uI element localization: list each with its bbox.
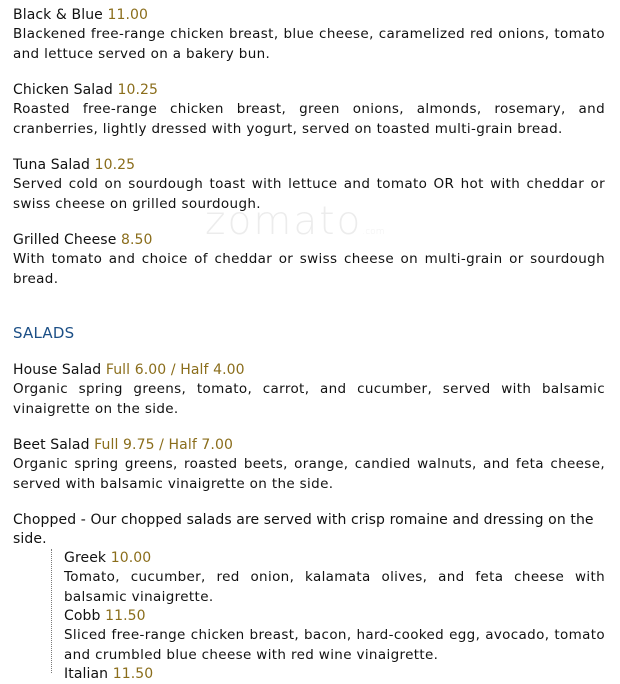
item-name: Tuna Salad (13, 157, 91, 173)
item-description: Roasted free-range chicken breast, green onions, almonds, rosemary, and cranberries, lightly dressed with yogurt, served on toasted multi-grain bread. (13, 101, 605, 137)
item-name: Black & Blue (13, 7, 103, 23)
menu-item-black-blue (13, 6, 605, 64)
section-heading-salads: SALADS (13, 324, 75, 342)
item-price: 11.50 (112, 666, 154, 682)
item-description: Organic spring greens, roasted beets, orange, candied walnuts, and feta cheese, served with balsamic vinaigrette on the side. (13, 456, 605, 492)
menu-item-italian (64, 665, 605, 682)
chopped-name: Chopped (13, 512, 77, 528)
item-description: Blackened free-range chicken breast, blue cheese, caramelized red onions, tomato and lettuce served on a bakery bun. (13, 26, 605, 62)
item-price: 10.25 (117, 82, 159, 98)
item-description: Served cold on sourdough toast with lettuce and tomato OR hot with cheddar or swiss cheese on grilled sourdough. (13, 176, 605, 212)
menu-item-greek (64, 549, 605, 607)
item-price: Full 9.75 / Half 7.00 (94, 437, 233, 453)
menu-item-cobb (64, 607, 605, 665)
menu-item-house-salad (13, 361, 605, 419)
item-price: 11.50 (105, 608, 146, 624)
item-price: 10.25 (94, 157, 136, 173)
item-price: 10.00 (110, 550, 152, 566)
menu-item-chicken-salad (13, 81, 605, 139)
item-price: 8.50 (120, 232, 153, 248)
item-name: Grilled Cheese (13, 232, 117, 248)
item-description: With tomato and choice of cheddar or swiss cheese on multi-grain or sourdough bread. (13, 251, 605, 287)
item-description: Sliced free-range chicken breast, bacon, hard-cooked egg, avocado, tomato and crumbled blue cheese with red wine vinaigrette. (64, 627, 605, 663)
item-name: Italian (64, 666, 109, 682)
chopped-intro (13, 511, 605, 549)
menu-page (13, 6, 605, 682)
item-description: Organic spring greens, tomato, carrot, and cucumber, served with balsamic vinaigrette on the side. (13, 381, 605, 417)
item-price: 11.00 (107, 7, 149, 23)
item-description: Tomato, cucumber, red onion, kalamata olives, and feta cheese with balsamic vinaigrette. (64, 569, 605, 605)
item-name: Beet Salad (13, 437, 90, 453)
menu-item-beet-salad (13, 436, 605, 494)
item-price: Full 6.00 / Half 4.00 (105, 362, 245, 378)
chopped-note: - Our chopped salads are served with crisp romaine and dressing on the side. (13, 512, 594, 547)
item-name: House Salad (13, 362, 102, 378)
zomato-watermark: zomato.com (205, 199, 385, 244)
chopped-salad-list (51, 549, 605, 682)
item-name: Greek (64, 550, 107, 566)
item-name: Cobb (64, 608, 101, 624)
item-name: Chicken Salad (13, 82, 113, 98)
